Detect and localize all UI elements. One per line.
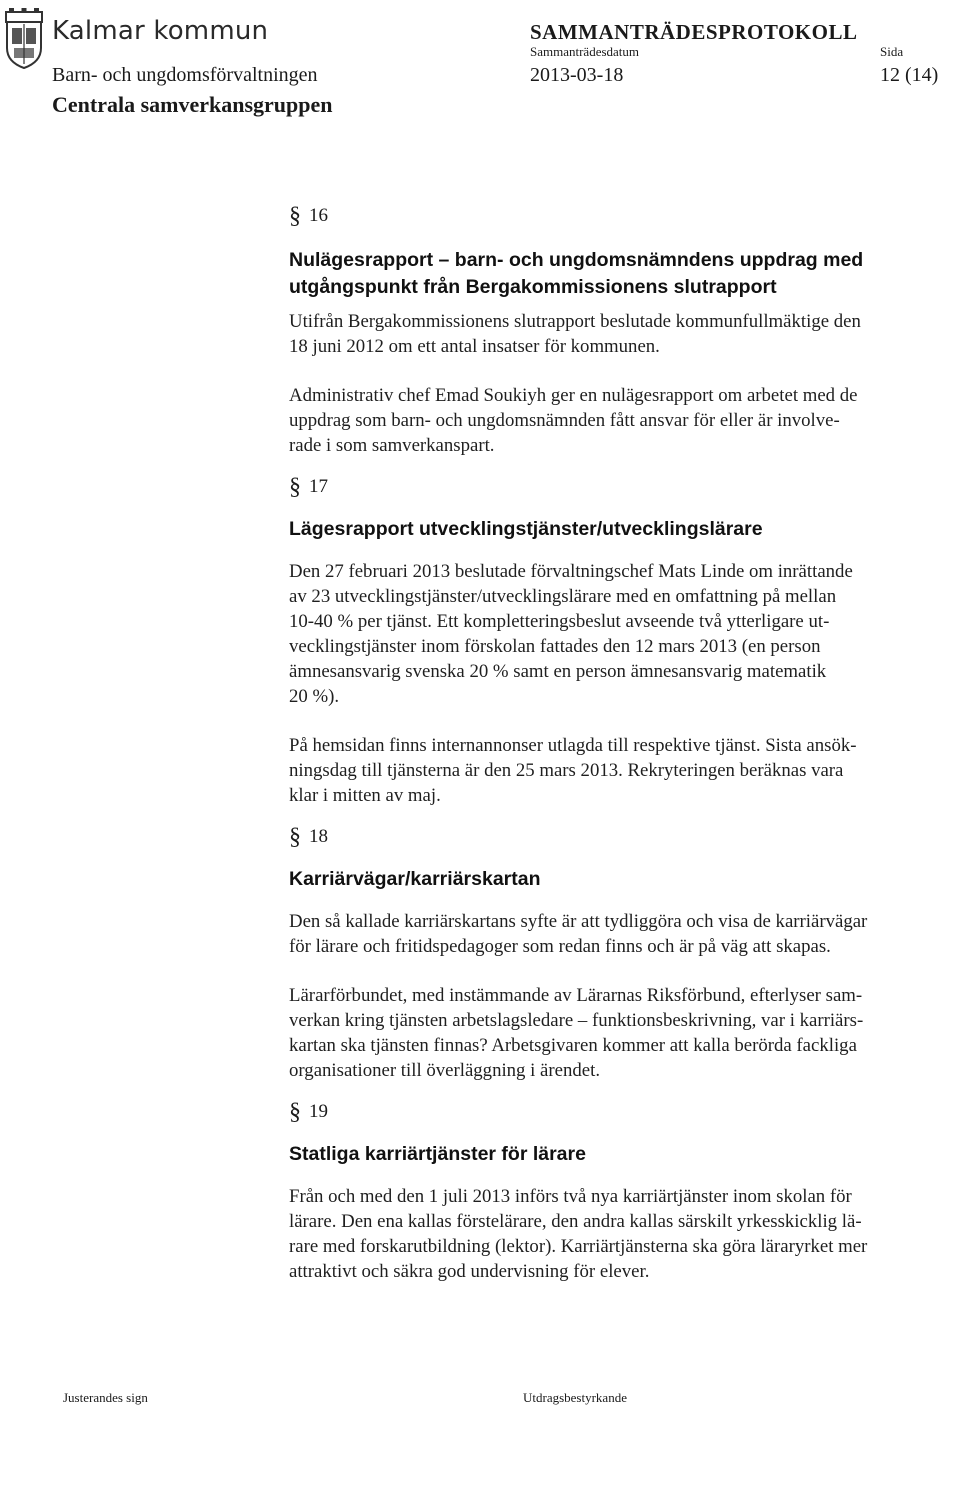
section-sign-icon: § xyxy=(289,203,301,229)
section-sign-icon: § xyxy=(289,474,301,500)
section-19 xyxy=(289,1095,949,1284)
paragraph: Administrativ chef Emad Soukiyh ger en nulägesrapport om arbetet med de uppdrag som barn- och ungdomsnämnden fått ansvar för eller är involve- rade i som samverkanspart. xyxy=(289,385,858,456)
page-number: 12 (14) xyxy=(880,64,939,86)
meeting-date: 2013-03-18 xyxy=(530,64,624,86)
section-number: § 17 xyxy=(289,474,328,500)
paragraph: Den så kallade karriärskartans syfte är att tydliggöra och visa de karriärvägar för lärare och fritidspedagoger som redan finns och är på väg att skapas. xyxy=(289,911,868,957)
section-17 xyxy=(289,470,949,808)
paragraph: Lärarförbundet, med instämmande av Lärarnas Riksförbund, efterlyser sam- verkan kring tjänsten arbetslagsledare – funktionsbeskrivning, var i karriärs- kartan ska tjänsten finnas? Arbetsgivaren kommer att kalla berörda fackliga organisationer till överläggning i ärendet. xyxy=(289,985,864,1081)
department-name: Barn- och ungdomsförvaltningen xyxy=(52,64,318,86)
date-label: Sammanträdesdatum xyxy=(530,44,640,59)
section-number: § 19 xyxy=(289,1099,328,1125)
section-number: § 18 xyxy=(289,824,328,850)
document-type: SAMMANTRÄDESPROTOKOLL xyxy=(530,20,858,44)
minutes-body xyxy=(289,195,949,1284)
paragraph: Den 27 februari 2013 beslutade förvaltningschef Mats Linde om inrättande av 23 utvecklingstjänster/utvecklingslärare med en omfattning på mellan 10-40 % per tjänst. Ett kompletteringsbeslut avseende två ytterligare ut- vecklingstjänster inom förskolan fattades den 12 mars 2013 (en person ämnesansvarig svenska 20 % samt en person ämnesansvarig matematik 20 %). xyxy=(289,561,853,707)
certified-extract-label: Utdragsbestyrkande xyxy=(523,1390,627,1405)
municipal-crest-icon xyxy=(4,8,44,70)
paragraph: Utifrån Bergakommissionens slutrapport beslutade kommunfullmäktige den 18 juni 2012 om ett antal insatser för kommunen. xyxy=(289,311,861,357)
page-label: Sida xyxy=(880,44,904,59)
section-heading: Lägesrapport utvecklingstjänster/utvecklingslärare xyxy=(289,518,763,540)
section-heading: Statliga karriärtjänster för lärare xyxy=(289,1143,586,1165)
section-number: § 16 xyxy=(289,203,328,229)
paragraph: Från och med den 1 juli 2013 införs två nya karriärtjänster inom skolan för lärare. Den ena kallas förstelärare, den andra kallas särskilt yrkesskicklig lä- rare med forskarutbildning (lektor). Karriärtjänsterna ska göra läraryrket mer attraktivt och säkra god undervisning för elever. xyxy=(289,1186,868,1282)
section-sign-icon: § xyxy=(289,824,301,850)
group-name: Centrala samverkansgruppen xyxy=(52,92,333,117)
paragraph: På hemsidan finns internannonser utlagda till respektive tjänst. Sista ansök- ningsdag till tjänsterna är den 25 mars 2013. Rekryteringen beräknas vara klar i mitten av maj. xyxy=(289,735,857,806)
organization-name: Kalmar kommun xyxy=(52,16,269,46)
section-heading: Nulägesrapport – barn- och ungdomsnämndens uppdrag med utgångspunkt från Bergakommissionens slutrapport xyxy=(289,249,864,298)
section-sign-icon: § xyxy=(289,1099,301,1125)
section-18 xyxy=(289,820,949,1083)
section-heading: Karriärvägar/karriärskartan xyxy=(289,868,541,890)
justification-signature-label: Justerandes sign xyxy=(63,1390,148,1405)
section-16 xyxy=(289,199,949,458)
